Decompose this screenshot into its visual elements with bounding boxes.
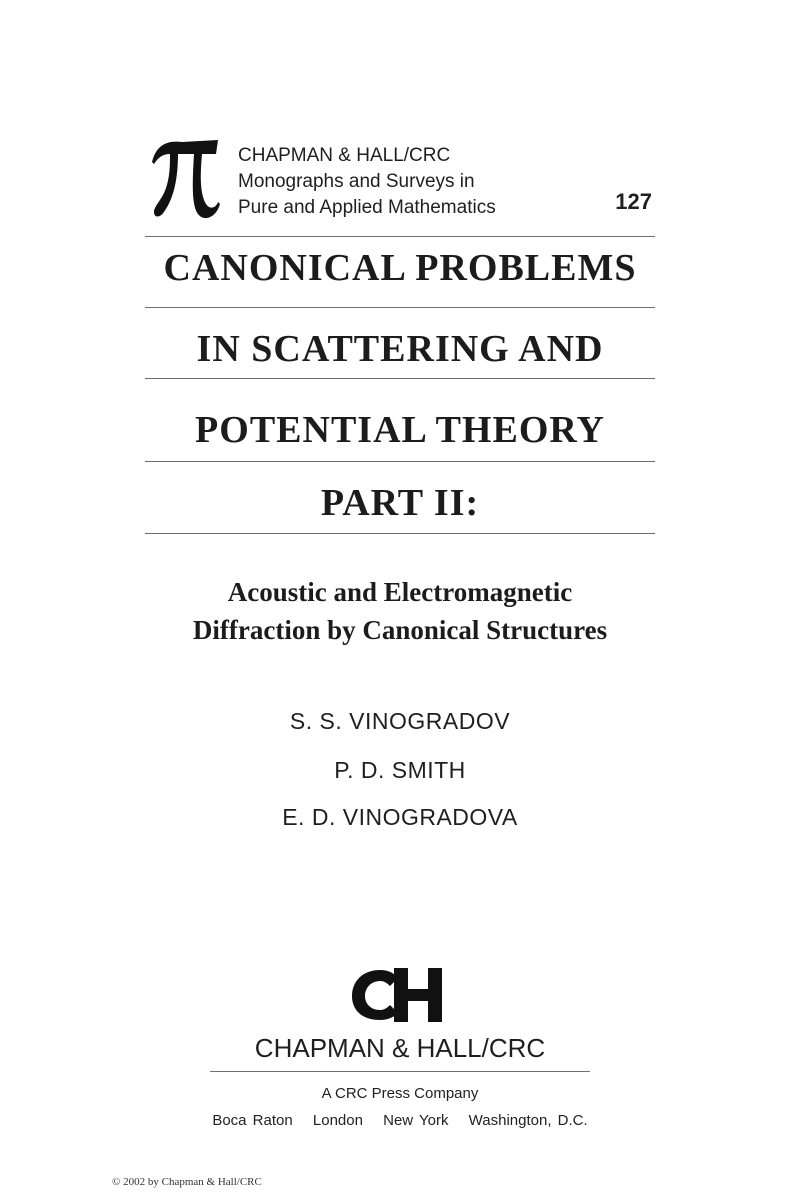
pi-icon bbox=[148, 132, 220, 222]
divider bbox=[145, 378, 655, 379]
city: Boca Raton bbox=[212, 1112, 293, 1129]
divider bbox=[210, 1071, 590, 1072]
ch-logo-icon bbox=[350, 966, 450, 1024]
subtitle bbox=[100, 573, 700, 649]
author-3: E. D. VINOGRADOVA bbox=[282, 804, 518, 830]
city: Washington, D.C. bbox=[468, 1112, 588, 1129]
series-publisher: CHAPMAN & HALL/CRC bbox=[238, 145, 451, 166]
title-line-4: PART II: bbox=[320, 482, 480, 524]
title-line-2: IN SCATTERING AND bbox=[196, 328, 604, 370]
copyright: © 2002 by Chapman & Hall/CRC bbox=[112, 1176, 262, 1188]
divider bbox=[145, 236, 655, 237]
divider bbox=[145, 461, 655, 462]
series-line-2: Pure and Applied Mathematics bbox=[238, 197, 496, 218]
author-2: P. D. SMITH bbox=[334, 757, 466, 783]
city: New York bbox=[383, 1112, 449, 1129]
subtitle-line-1: Acoustic and Electromagnetic bbox=[227, 577, 573, 607]
city: London bbox=[312, 1112, 363, 1129]
publisher-company: A CRC Press Company bbox=[321, 1085, 479, 1102]
publisher-cities bbox=[100, 1112, 700, 1129]
series-number: 127 bbox=[615, 189, 652, 214]
series-text bbox=[238, 143, 578, 221]
divider bbox=[145, 533, 655, 534]
divider bbox=[145, 307, 655, 308]
series-line-1: Monographs and Surveys in bbox=[238, 171, 475, 192]
author-1: S. S. VINOGRADOV bbox=[289, 708, 511, 734]
subtitle-line-2: Diffraction by Canonical Structures bbox=[192, 615, 608, 645]
publisher-name: CHAPMAN & HALL/CRC bbox=[254, 1033, 546, 1063]
title-line-3: POTENTIAL THEORY bbox=[195, 409, 605, 451]
title-line-1: CANONICAL PROBLEMS bbox=[163, 247, 637, 289]
